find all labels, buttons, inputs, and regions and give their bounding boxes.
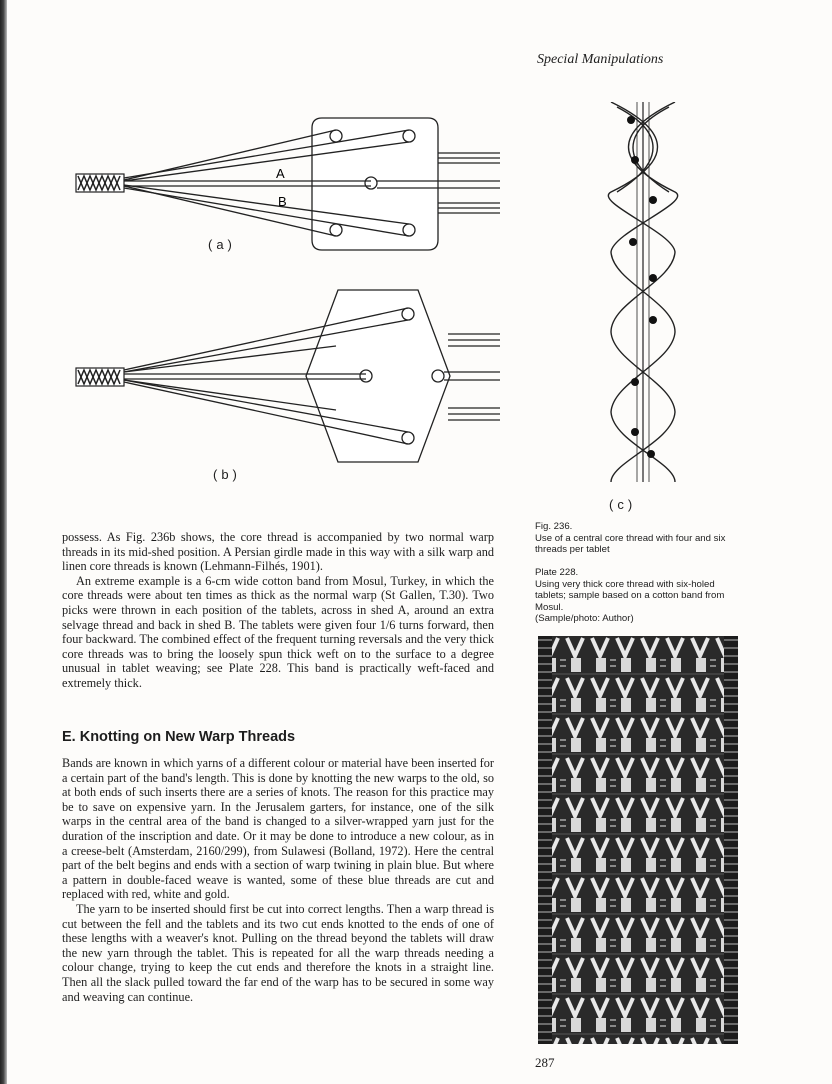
plate-228-photo — [538, 636, 738, 1044]
page-number: 287 — [535, 1055, 555, 1070]
figure-236c — [603, 102, 683, 482]
shed-a-label: A — [276, 166, 285, 181]
body-text-bottom — [62, 756, 494, 1004]
plate-caption-text: Using very thick core thread with six-holed tablets; sample based on a cotton band from Mosul. — [535, 578, 725, 613]
figure-caption — [535, 521, 740, 556]
plate-caption-label: Plate 228. — [535, 567, 579, 578]
figure-label-a: (a) — [208, 237, 236, 252]
paragraph: possess. As Fig. 236b shows, the core thread is accompanied by two normal warp threads in its mid-shed position. A Persian girdle made in this way with a silk warp and linen core threads is known (Lehmann-Filhés, 1901). — [62, 530, 494, 574]
binding-shadow — [0, 0, 7, 1084]
shed-b-label: B — [278, 194, 287, 209]
paragraph: An extreme example is a 6-cm wide cotton band from Mosul, Turkey, in which the core threads were about ten times as thick as the normal warp (St Gallen, T.30). Two picks were thrown in each position of the tablets, across in shed A, around an extra selvage thread and back in shed B. The tablets were given four 1/6 turns forward, then four backward. The combined effect of the frequent turning reversals and the very thick core threads was to bring the loosely spun thick weft on to the surface to a degree unusual in tablet weaving; see Plate 228. This band is practically weft-faced and extremely thick. — [62, 573, 494, 690]
figure-236b — [60, 286, 510, 466]
paragraph: Bands are known in which yarns of a different colour or material have been inserted for a certain part of the band's length. This is done by knotting the new warps to the old, so at both ends of such inserts there are a series of knots. The reason for this practice may be to save on expensive yarn. In the Jerusalem garters, for instance, one of the silk warps in the central area of the band is changed to a silver-wrapped yarn just for the duration of the inscription and date. Or it may be done to introduce a new colour, as in a creese-belt (Amsterdam, 2160/299), from Sulawesi (Bolland, 1972). Here the central part of the belt begins and ends with a section of warp twining in plain blue. But where a pattern in double-faced weave is wanted, some of these blue threads are cut and replaced with red, white and gold. — [62, 756, 494, 902]
running-head: Special Manipulations — [537, 52, 664, 67]
figure-caption-label: Fig. 236. — [535, 521, 573, 532]
figure-label-c: (c) — [609, 497, 637, 512]
figure-caption-text: Use of a central core thread with four and six threads per tablet — [535, 532, 726, 555]
figure-label-b: (b) — [213, 467, 241, 482]
plate-caption-credit: (Sample/photo: Author) — [535, 613, 634, 624]
paragraph: The yarn to be inserted should first be cut into correct lengths. Then a warp thread is cut between the fell and the tablets and its two cut ends knotted to the ends of one of these lengths with a weaver's knot. Pulling on the thread beyond the tablets will draw the new yarn through the tablet. This is repeated for all the warp threads needing a colour change, trying to keep the cut ends and therefore the knots in a straight line. Then all the slack pulled toward the far end of the warp has to be secured in some way and weaving can continue. — [62, 901, 494, 1004]
plate-caption — [535, 567, 740, 625]
figure-236a — [60, 108, 510, 263]
body-text-top — [62, 530, 494, 691]
section-heading: E. Knotting on New Warp Threads — [62, 729, 296, 745]
